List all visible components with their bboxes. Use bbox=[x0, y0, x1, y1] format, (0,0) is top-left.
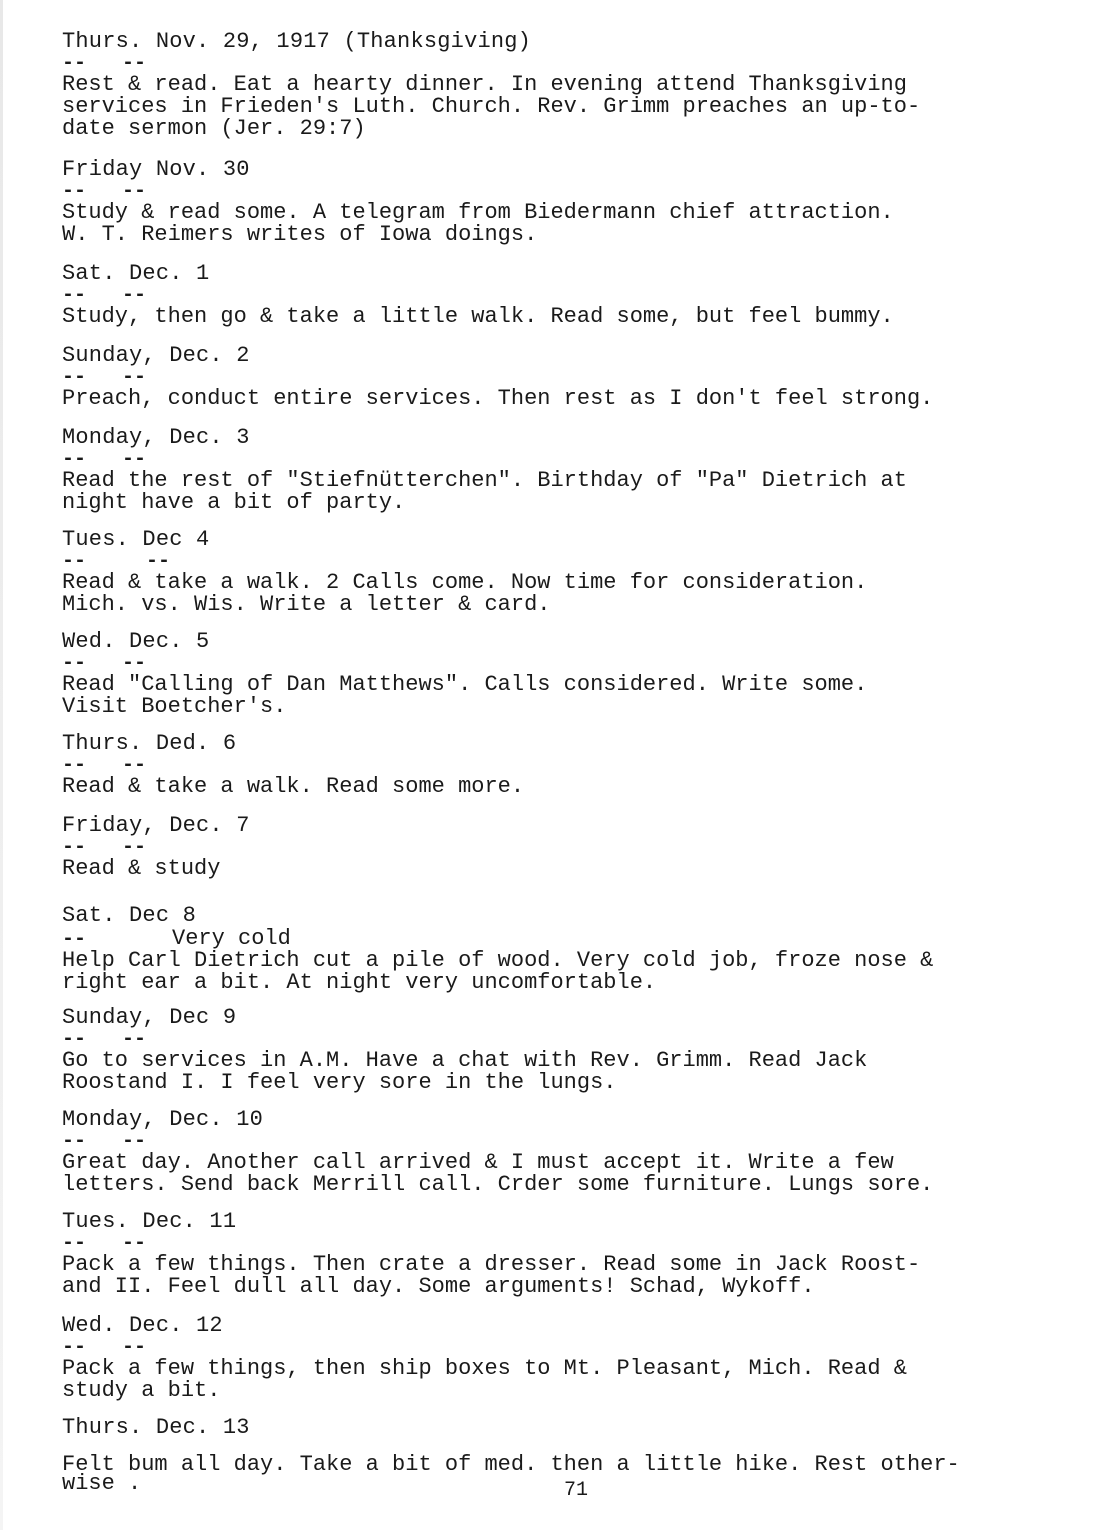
entry-line: Read the rest of "Stiefnütterchen". Birthday of "Pa" Dietrich at bbox=[62, 468, 907, 493]
entry-underline: -- -- bbox=[62, 448, 147, 471]
entry-underline: -- -- bbox=[62, 836, 147, 859]
entry-underline: -- -- bbox=[62, 652, 147, 675]
entry-line: Visit Boetcher's. bbox=[62, 694, 287, 719]
entry-line: Great day. Another call arrived & I must accept it. Write a few bbox=[62, 1150, 894, 1175]
entry-line: date sermon (Jer. 29:7) bbox=[62, 116, 366, 141]
diary-page bbox=[62, 30, 1082, 1510]
entry-line: Help Carl Dietrich cut a pile of wood. Very cold job, froze nose & bbox=[62, 948, 934, 973]
weather-note: Very cold bbox=[172, 926, 291, 951]
entry-line: and II. Feel dull all day. Some arguments! Schad, Wykoff. bbox=[62, 1274, 815, 1299]
diary-entry bbox=[62, 344, 1082, 410]
entry-underline: -- -- bbox=[62, 180, 147, 203]
entry-line: services in Frieden's Luth. Church. Rev. Grimm preaches an up-to- bbox=[62, 94, 921, 119]
page-number: 71 bbox=[564, 1479, 589, 1502]
diary-entry bbox=[62, 30, 1082, 140]
entry-line: Read & take a walk. Read some more. bbox=[62, 774, 525, 799]
entry-line: Go to services in A.M. Have a chat with Rev. Grimm. Read Jack bbox=[62, 1048, 868, 1073]
entry-line: Pack a few things, then ship boxes to Mt. Pleasant, Mich. Read & bbox=[62, 1356, 907, 1381]
entry-underline: -- -- bbox=[62, 1130, 147, 1153]
entry-line: Rest & read. Eat a hearty dinner. In evening attend Thanksgiving bbox=[62, 72, 907, 97]
entry-date: Monday, Dec. 10 bbox=[62, 1107, 264, 1132]
entry-line: letters. Send back Merrill call. Crder some furniture. Lungs sore. bbox=[62, 1172, 934, 1197]
diary-entry bbox=[62, 1314, 1082, 1402]
entry-underline: -- -- bbox=[62, 1336, 147, 1359]
entry-line: study a bit. bbox=[62, 1378, 221, 1403]
entry-underline: -- bbox=[62, 928, 87, 951]
entry-line: Mich. vs. Wis. Write a letter & card. bbox=[62, 592, 551, 617]
entry-date: Wed. Dec. 5 bbox=[62, 629, 210, 654]
diary-entry bbox=[62, 814, 1082, 880]
diary-entry bbox=[62, 1108, 1082, 1196]
diary-entry bbox=[62, 1006, 1082, 1094]
entry-underline: -- -- bbox=[62, 1028, 147, 1051]
diary-entry bbox=[62, 732, 1082, 798]
scan-edge bbox=[0, 0, 3, 1530]
entry-date: Monday, Dec. 3 bbox=[62, 425, 250, 450]
diary-entry bbox=[62, 528, 1082, 616]
entry-line: right ear a bit. At night very uncomfortable. bbox=[62, 970, 657, 995]
entry-line: Roostand I. I feel very sore in the lungs. bbox=[62, 1070, 617, 1095]
entry-underline: -- -- bbox=[62, 284, 147, 307]
entry-line: Read & study bbox=[62, 856, 221, 881]
entry-date: Tues. Dec. 11 bbox=[62, 1209, 237, 1234]
entry-line: Read & take a walk. 2 Calls come. Now time for consideration. bbox=[62, 570, 868, 595]
entry-date: Friday Nov. 30 bbox=[62, 157, 250, 182]
entry-underline: -- -- bbox=[62, 550, 171, 573]
entry-date: Thurs. Dec. 13 bbox=[62, 1415, 250, 1440]
entry-underline: -- -- bbox=[62, 1232, 147, 1255]
entry-date: Sunday, Dec 9 bbox=[62, 1005, 237, 1030]
entry-line: wise . bbox=[62, 1471, 142, 1496]
entry-line: Read "Calling of Dan Matthews". Calls considered. Write some. bbox=[62, 672, 868, 697]
entry-line: W. T. Reimers writes of Iowa doings. bbox=[62, 222, 538, 247]
entry-line: Pack a few things. Then crate a dresser. Read some in Jack Roost- bbox=[62, 1252, 921, 1277]
entry-date: Sat. Dec 8 bbox=[62, 903, 197, 928]
entry-underline: -- -- bbox=[62, 366, 147, 389]
entry-line: Study & read some. A telegram from Biedermann chief attraction. bbox=[62, 200, 894, 225]
entry-line: night have a bit of party. bbox=[62, 490, 406, 515]
entry-line: Felt bum all day. Take a bit of med. then a little hike. Rest other- bbox=[62, 1452, 960, 1477]
entry-date: Thurs. Ded. 6 bbox=[62, 731, 237, 756]
entry-date: Sunday, Dec. 2 bbox=[62, 343, 250, 368]
entry-date: Sat. Dec. 1 bbox=[62, 261, 210, 286]
entry-underline: -- -- bbox=[62, 52, 147, 75]
entry-date: Wed. Dec. 12 bbox=[62, 1313, 223, 1338]
diary-entry bbox=[62, 904, 1082, 994]
entry-line: Preach, conduct entire services. Then rest as I don't feel strong. bbox=[62, 386, 934, 411]
entry-line: Study, then go & take a little walk. Read some, but feel bummy. bbox=[62, 304, 894, 329]
diary-entry bbox=[62, 262, 1082, 328]
entry-date: Tues. Dec 4 bbox=[62, 527, 210, 552]
diary-entry bbox=[62, 1210, 1082, 1298]
diary-entry bbox=[62, 158, 1082, 246]
entry-date: Thurs. Nov. 29, 1917 (Thanksgiving) bbox=[62, 29, 532, 54]
diary-entry bbox=[62, 630, 1082, 718]
entry-underline: -- -- bbox=[62, 754, 147, 777]
entry-underline-row bbox=[62, 928, 1082, 950]
entry-date: Friday, Dec. 7 bbox=[62, 813, 250, 838]
diary-entry bbox=[62, 426, 1082, 514]
